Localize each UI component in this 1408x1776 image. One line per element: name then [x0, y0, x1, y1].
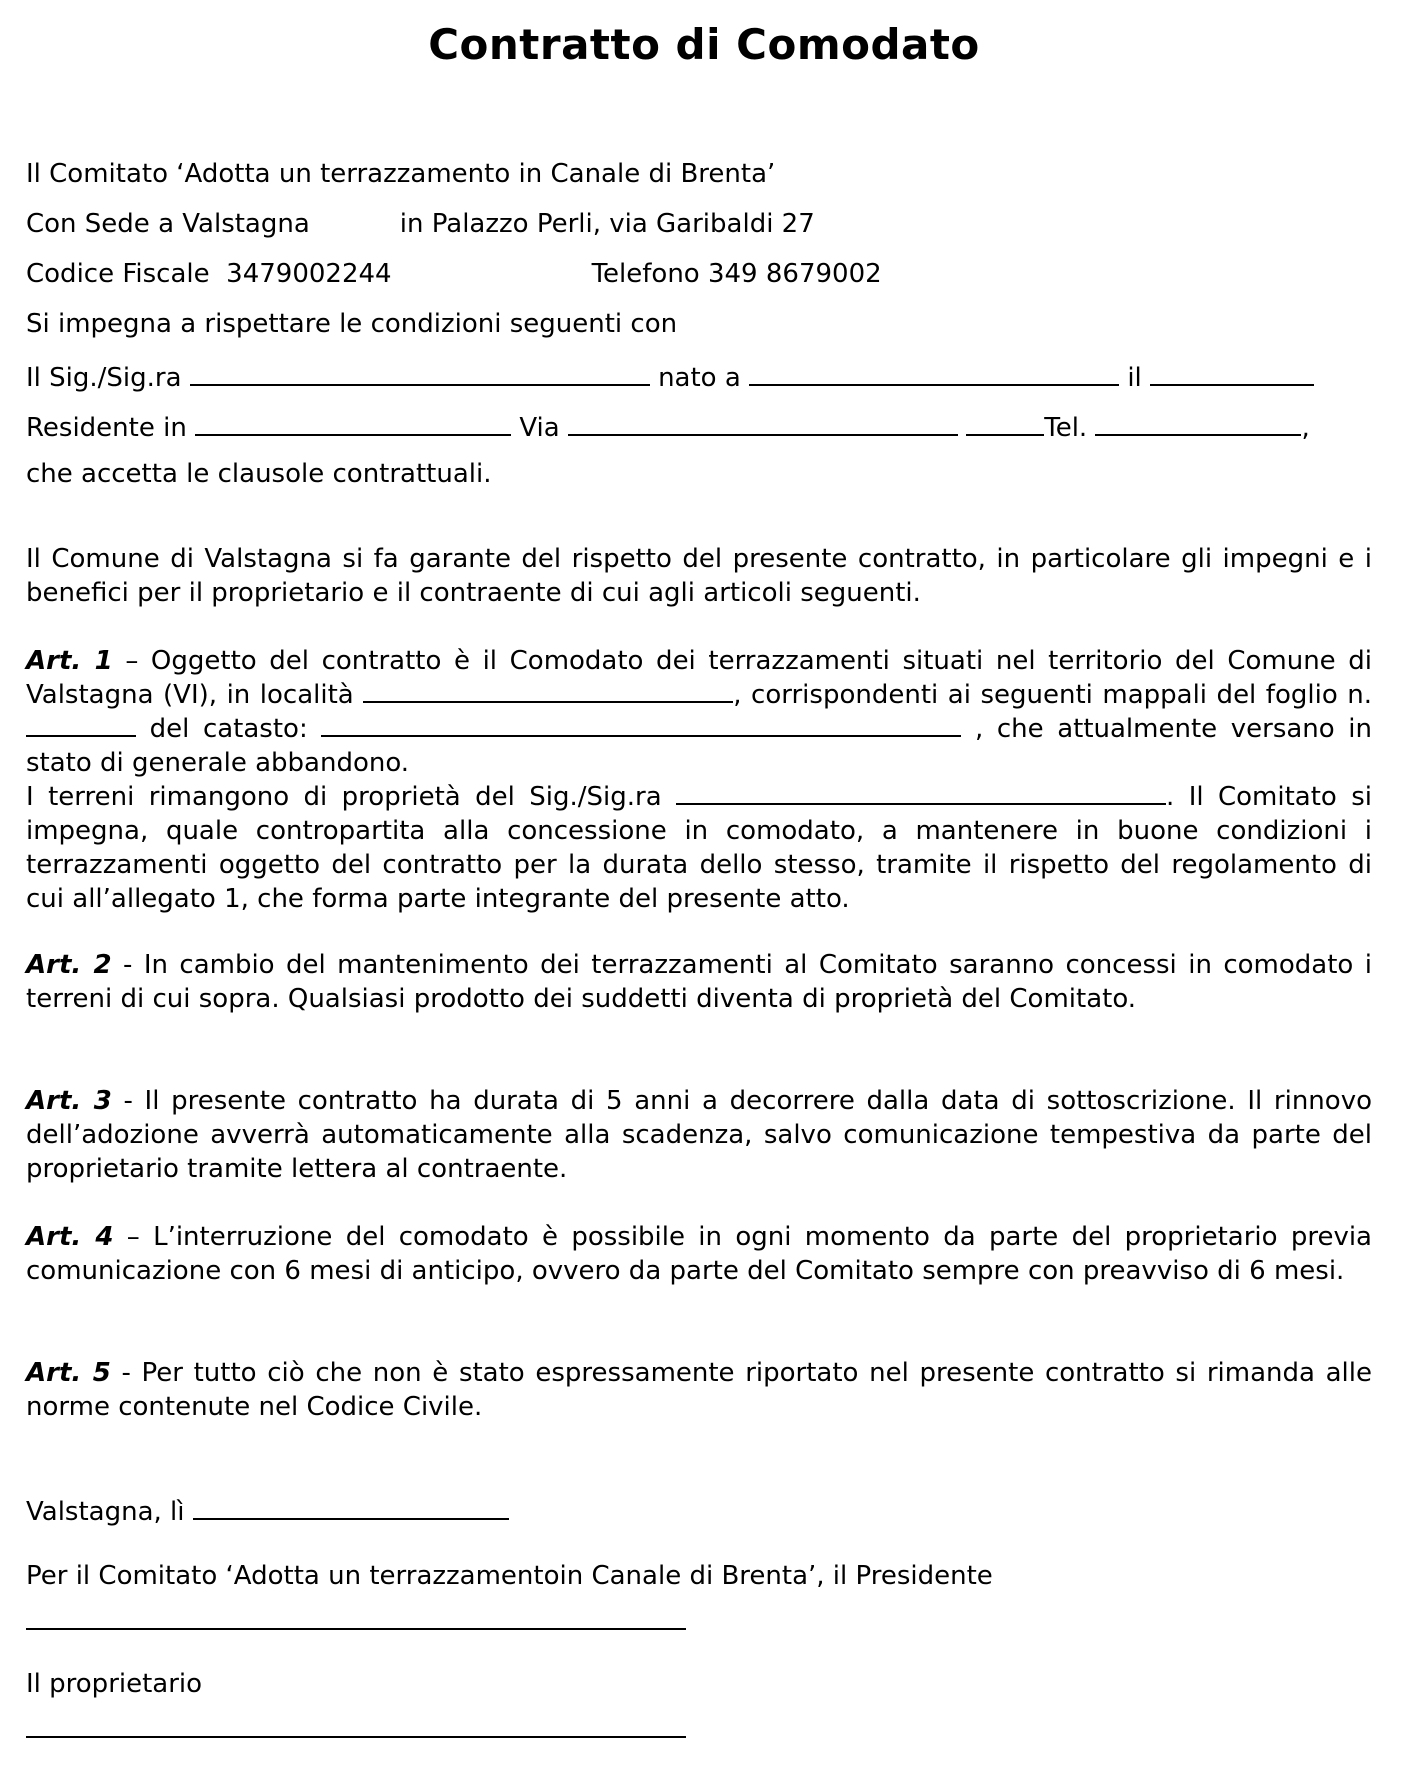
locality-field[interactable]	[363, 681, 733, 703]
seat-address: in Palazzo Perli, via Garibaldi 27	[399, 209, 815, 239]
article-1-label: Art. 1	[26, 646, 113, 676]
sig-label: Il Sig./Sig.ra	[26, 363, 182, 393]
committee-line: Il Comitato ‘Adotta un terrazzamento in Canale di Brenta’	[26, 159, 776, 189]
cadastre-field[interactable]	[321, 715, 961, 737]
article-1-text-b: , corrispondenti ai seguenti mappali del foglio n.	[733, 680, 1372, 710]
article-4-text: – L’interruzione del comodato è possibile in ogni momento da parte del proprietario previa comunicazione con 6 mesi di anticipo, ovvero da parte del Comitato sempre con preavviso di 6 mesi.	[26, 1222, 1372, 1286]
born-label: nato a	[658, 363, 741, 393]
street-label: Via	[519, 413, 560, 443]
birthplace-field[interactable]	[749, 358, 1119, 386]
place-date-line	[26, 1492, 509, 1528]
article-2	[26, 948, 1372, 1016]
tax-code-label: Codice Fiscale	[26, 259, 210, 289]
article-2-label: Art. 2	[26, 950, 112, 980]
residence-line	[26, 408, 1310, 444]
date-field[interactable]	[193, 1492, 509, 1520]
article-4-label: Art. 4	[26, 1222, 114, 1252]
document-title: Contratto di Comodato	[428, 20, 980, 69]
committee-signature-label: Per il Comitato ‘Adotta un terrazzamentoin Canale di Brenta’, il Presidente	[26, 1561, 993, 1591]
seat-label: Con Sede a Valstagna	[26, 209, 310, 239]
owner-signature-label: Il proprietario	[26, 1669, 203, 1699]
article-1-text-f: . Il Comitato si impegna, quale contropartita alla concessione in comodato, a mantenere in buone condizioni i terrazzamenti oggetto del contratto per la durata dello stesso, tramite il rispetto del regolamento di cui all’allegato 1, che forma parte integrante del presente atto.	[26, 782, 1373, 914]
on-label: il	[1127, 363, 1142, 393]
article-3-text: - Il presente contratto ha durata di 5 anni a decorrere dalla data di sottoscrizione. Il rinnovo dell’adozione avverrà automaticamente alla scadenza, salvo comunicazione tempestiva da parte del proprietario tramite lettera al contraente.	[26, 1086, 1372, 1184]
article-5-label: Art. 5	[26, 1358, 111, 1388]
accepts-line: che accetta le clausole contrattuali.	[26, 459, 492, 489]
birthdate-field[interactable]	[1150, 358, 1314, 386]
committee-signature-field[interactable]	[26, 1628, 686, 1630]
article-1-text-e: I terreni rimangono di proprietà del Sig./Sig.ra	[26, 782, 677, 812]
tax-code-line	[26, 258, 882, 290]
article-1-text-a: – Oggetto del contratto è il Comodato dei terrazzamenti situati nel territorio del Comune di Valstagna (VI), in località	[26, 646, 1372, 710]
phone-value: Telefono 349 8679002	[591, 259, 882, 289]
tax-code-value: 3479002244	[226, 259, 392, 289]
article-3-label: Art. 3	[26, 1086, 112, 1116]
tel-suffix: ,	[1301, 413, 1310, 443]
place-date-label: Valstagna, lì	[26, 1497, 185, 1527]
street-field[interactable]	[568, 408, 958, 436]
article-1-text-d: , che attualmente versano in stato di generale abbandono.	[26, 714, 1373, 778]
sheet-number-field[interactable]	[26, 715, 136, 737]
article-1	[26, 644, 1372, 916]
guarantee-paragraph: Il Comune di Valstagna si fa garante del rispetto del presente contratto, in particolare gli impegni e i benefici per il proprietario e il contraente di cui agli articoli seguenti.	[26, 544, 1372, 608]
resident-label: Residente in	[26, 413, 187, 443]
owner-signature-field[interactable]	[26, 1736, 686, 1738]
article-5-text: - Per tutto ciò che non è stato espressamente riportato nel presente contratto si rimanda alle norme contenute nel Codice Civile.	[26, 1358, 1372, 1422]
article-5	[26, 1356, 1372, 1424]
party-line	[26, 358, 1314, 394]
name-field[interactable]	[190, 358, 650, 386]
seat-line	[26, 208, 815, 240]
article-4	[26, 1220, 1372, 1288]
street-number-field[interactable]	[966, 408, 1044, 436]
residence-field[interactable]	[195, 408, 511, 436]
commitment-line: Si impegna a rispettare le condizioni seguenti con	[26, 309, 678, 339]
article-1-text-c: del catasto:	[136, 714, 322, 744]
article-2-text: - In cambio del mantenimento dei terrazzamenti al Comitato saranno concessi in comodato i terreni di cui sopra. Qualsiasi prodotto dei suddetti diventa di proprietà del Comitato.	[26, 950, 1372, 1014]
tel-field[interactable]	[1095, 408, 1301, 436]
article-3	[26, 1084, 1372, 1186]
owner-name-field[interactable]	[676, 783, 1166, 805]
tel-label: Tel.	[1044, 413, 1088, 443]
